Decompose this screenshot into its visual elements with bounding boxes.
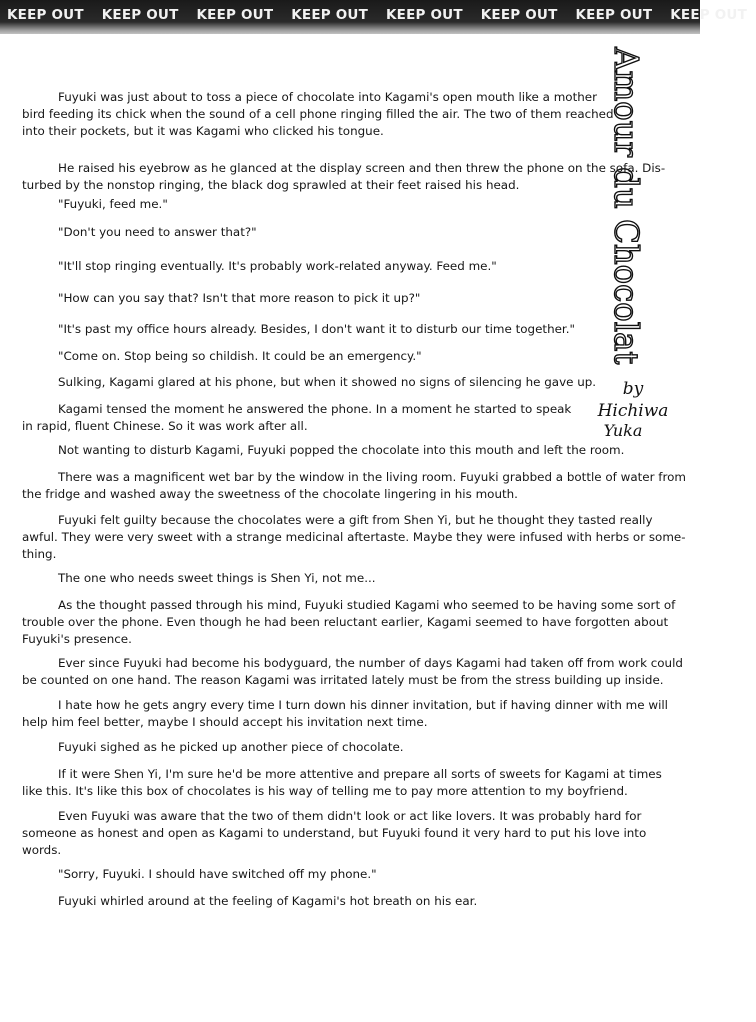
- paragraph: [22, 89, 614, 140]
- paragraph: [22, 469, 686, 503]
- keep-out-banner: [0, 0, 747, 34]
- paragraph: [22, 866, 377, 883]
- paragraph: [22, 893, 477, 910]
- banner-text: KEEP OUT: [480, 7, 558, 23]
- text-line: "It'll stop ringing eventually. It's probably work-related anyway. Feed me.": [58, 259, 497, 273]
- text-line: thing.: [22, 547, 57, 561]
- banner-text: KEEP OUT: [101, 7, 179, 23]
- text-line: be counted on one hand. The reason Kagami was irritated lately must be from the stress building up inside.: [22, 673, 664, 687]
- text-line: into their pockets, but it was Kagami who clicked his tongue.: [22, 124, 384, 138]
- text-line: If it were Shen Yi, I'm sure he'd be more attentive and prepare all sorts of sweets for Kagami at times: [58, 767, 662, 781]
- text-line: someone as honest and open as Kagami to understand, but Fuyuki found it very hard to put his love into: [22, 826, 647, 840]
- text-line: Even Fuyuki was aware that the two of them didn't look or act like lovers. It was probably hard for: [58, 809, 642, 823]
- paragraph: [22, 160, 665, 194]
- paragraph: [22, 321, 575, 338]
- text-line: words.: [22, 843, 62, 857]
- paragraph: [22, 196, 168, 213]
- text-line: Fuyuki sighed as he picked up another piece of chocolate.: [58, 740, 404, 754]
- banner-text: KEEP OUT: [291, 7, 368, 23]
- paragraph: [22, 512, 686, 563]
- paragraph: [22, 258, 497, 275]
- paragraph: [22, 766, 662, 800]
- text-line: in rapid, fluent Chinese. So it was work after all.: [22, 419, 308, 433]
- byline-by: by: [622, 379, 644, 399]
- paragraph: [22, 401, 571, 435]
- text-line: Kagami tensed the moment he answered the phone. In a moment he started to speak: [58, 402, 572, 416]
- text-line: There was a magnificent wet bar by the window in the living room. Fuyuki grabbed a bottle of water from: [58, 470, 686, 484]
- text-line: like this. It's like this box of chocolates is his way of telling me to pay more attention to my boyfriend.: [22, 784, 628, 798]
- banner-text: KEEP OUT: [196, 7, 274, 23]
- paragraph: [22, 655, 683, 689]
- text-line: "Fuyuki, feed me.": [58, 197, 168, 211]
- text-line: "Sorry, Fuyuki. I should have switched off my phone.": [58, 867, 377, 881]
- paragraph: [22, 442, 624, 459]
- paragraph: [22, 808, 646, 859]
- banner-text: KEEP OUT: [386, 7, 463, 23]
- text-line: help him feel better, maybe I should accept his invitation next time.: [22, 715, 428, 729]
- text-line: As the thought passed through his mind, Fuyuki studied Kagami who seemed to be having some sort of: [58, 598, 676, 612]
- text-line: the fridge and washed away the sweetness of the chocolate lingering in his mouth.: [22, 487, 518, 501]
- paragraph: [22, 597, 675, 648]
- text-line: Ever since Fuyuki had become his bodyguard, the number of days Kagami had taken off from work could: [58, 656, 683, 670]
- byline: [588, 380, 678, 440]
- text-line: Sulking, Kagami glared at his phone, but when it showed no signs of silencing he gave up.: [58, 375, 597, 389]
- story-title: Amour du Chocolat: [607, 47, 646, 365]
- text-line: Fuyuki felt guilty because the chocolates were a gift from Shen Yi, but he thought they tasted really: [58, 513, 653, 527]
- paragraph: [22, 374, 596, 391]
- text-line: Fuyuki was just about to toss a piece of chocolate into Kagami's open mouth like a mother: [58, 90, 597, 104]
- text-line: awful. They were very sweet with a strange medicinal aftertaste. Maybe they were infused with herbs or some-: [22, 530, 686, 544]
- paragraph: [22, 697, 668, 731]
- paragraph: [22, 739, 404, 756]
- text-line: trouble over the phone. Even though he had been reluctant earlier, Kagami seemed to have forgotten about: [22, 615, 669, 629]
- text-line: "It's past my office hours already. Besides, I don't want it to disturb our time together.": [58, 322, 575, 336]
- text-line: "Come on. Stop being so childish. It could be an emergency.": [58, 349, 422, 363]
- text-line: The one who needs sweet things is Shen Yi, not me...: [58, 571, 376, 585]
- banner-text: KEEP OUT: [575, 7, 653, 23]
- author-name-second: Yuka: [603, 421, 643, 440]
- paragraph: [22, 290, 420, 307]
- paragraph: [22, 224, 257, 241]
- text-line: turbed by the nonstop ringing, the black dog sprawled at their feet raised his head.: [22, 178, 520, 192]
- text-line: Not wanting to disturb Kagami, Fuyuki popped the chocolate into this mouth and left the room.: [58, 443, 625, 457]
- paragraph: [22, 348, 422, 365]
- banner-text: KEEP OUT: [670, 7, 747, 23]
- text-line: "How can you say that? Isn't that more reason to pick it up?": [58, 291, 421, 305]
- paragraph: [22, 570, 376, 587]
- text-line: I hate how he gets angry every time I turn down his dinner invitation, but if having dinner with me will: [58, 698, 668, 712]
- text-line: He raised his eyebrow as he glanced at the display screen and then threw the phone on the sofa. Dis-: [58, 161, 666, 175]
- text-line: bird feeding its chick when the sound of a cell phone ringing filled the air. The two of them reached: [22, 107, 614, 121]
- banner-text: KEEP OUT: [7, 7, 84, 23]
- author-name-first: Hichiwa: [597, 401, 669, 421]
- text-line: "Don't you need to answer that?": [58, 225, 257, 239]
- text-line: Fuyuki's presence.: [22, 632, 132, 646]
- text-line: Fuyuki whirled around at the feeling of Kagami's hot breath on his ear.: [58, 894, 478, 908]
